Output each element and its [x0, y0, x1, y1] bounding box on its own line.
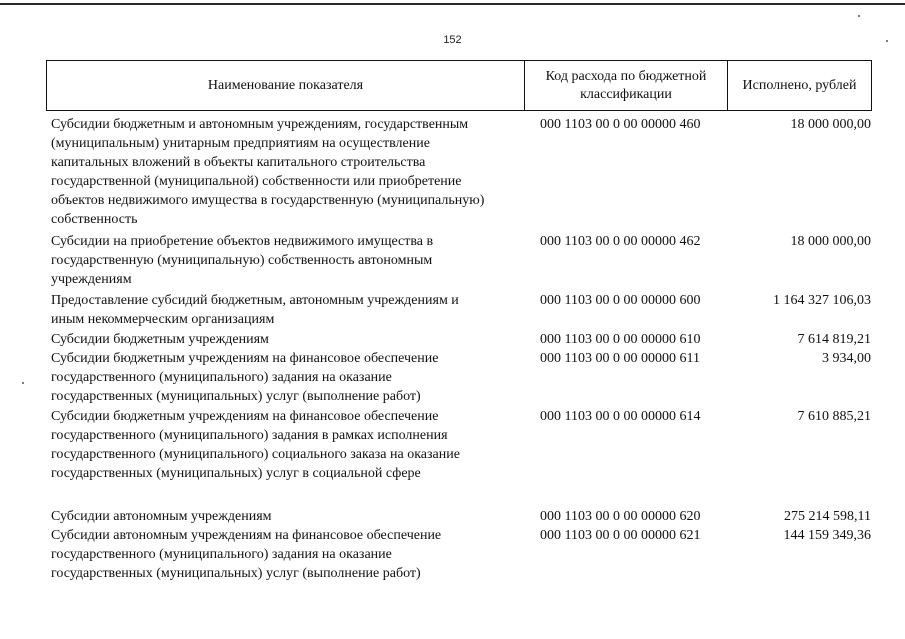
- row-amount: 3 934,00: [822, 351, 871, 366]
- row-amount: 7 614 819,21: [797, 332, 871, 347]
- row-amount: 7 610 885,21: [797, 409, 871, 424]
- row-code: 000 1103 00 0 00 00000 611: [540, 351, 700, 366]
- scan-speck: [22, 382, 24, 384]
- row-name: Предоставление субсидий бюджетным, автономным учреждениям и иным некоммерческим организациям: [51, 293, 459, 327]
- row-amount: 275 214 598,11: [784, 509, 871, 524]
- scan-speck: [886, 40, 888, 42]
- scan-speck: [858, 15, 860, 17]
- row-name: Субсидии автономным учреждениям на финансовое обеспечение государственного (муниципального) задания на оказание государственных (муниципальных) услуг (выполнение работ): [51, 528, 442, 581]
- row-code: 000 1103 00 0 00 00000 462: [540, 234, 701, 249]
- table-header: [46, 60, 872, 111]
- header-code-column: Код расхода по бюджетной классификации: [525, 61, 728, 110]
- row-name: Субсидии бюджетным учреждениям на финансовое обеспечение государственного (муниципального) задания на оказание государственных (муниципальных) услуг (выполнение работ): [51, 351, 439, 404]
- header-executed-column: Исполнено, рублей: [742, 77, 857, 93]
- top-border-line: [0, 3, 905, 5]
- row-amount: 18 000 000,00: [790, 234, 871, 249]
- row-name: Субсидии бюджетным учреждениям на финансовое обеспечение государственного (муниципального) задания в рамках исполнения государственного (муниципального) социального заказа на оказание государственных (муниципальных) услуг в социальной сфере: [51, 409, 460, 481]
- header-name-column: Наименование показателя: [47, 61, 525, 110]
- row-name: Субсидии бюджетным учреждениям: [51, 332, 269, 347]
- row-amount: 18 000 000,00: [790, 117, 871, 132]
- row-amount: 1 164 327 106,03: [773, 293, 871, 308]
- row-code: 000 1103 00 0 00 00000 460: [540, 117, 701, 132]
- row-name: Субсидии бюджетным и автономным учреждениям, государственным (муниципальным) унитарным предприятиям на осуществление капитальных вложений в объекты капитального строительства государственной (муниципальной) собственности или приобретение объектов недвижимого имущества в государственную (муниципальную) собственность: [51, 117, 485, 227]
- row-code: 000 1103 00 0 00 00000 620: [540, 509, 701, 524]
- row-code: 000 1103 00 0 00 00000 614: [540, 409, 701, 424]
- page-number: 152: [443, 34, 462, 46]
- row-code: 000 1103 00 0 00 00000 621: [540, 528, 701, 543]
- row-name: Субсидии автономным учреждениям: [51, 509, 272, 524]
- row-code: 000 1103 00 0 00 00000 600: [540, 293, 701, 308]
- row-amount: 144 159 349,36: [783, 528, 871, 543]
- row-code: 000 1103 00 0 00 00000 610: [540, 332, 701, 347]
- row-name: Субсидии на приобретение объектов недвижимого имущества в государственную (муниципальную) собственность автономным учреждениям: [51, 234, 434, 287]
